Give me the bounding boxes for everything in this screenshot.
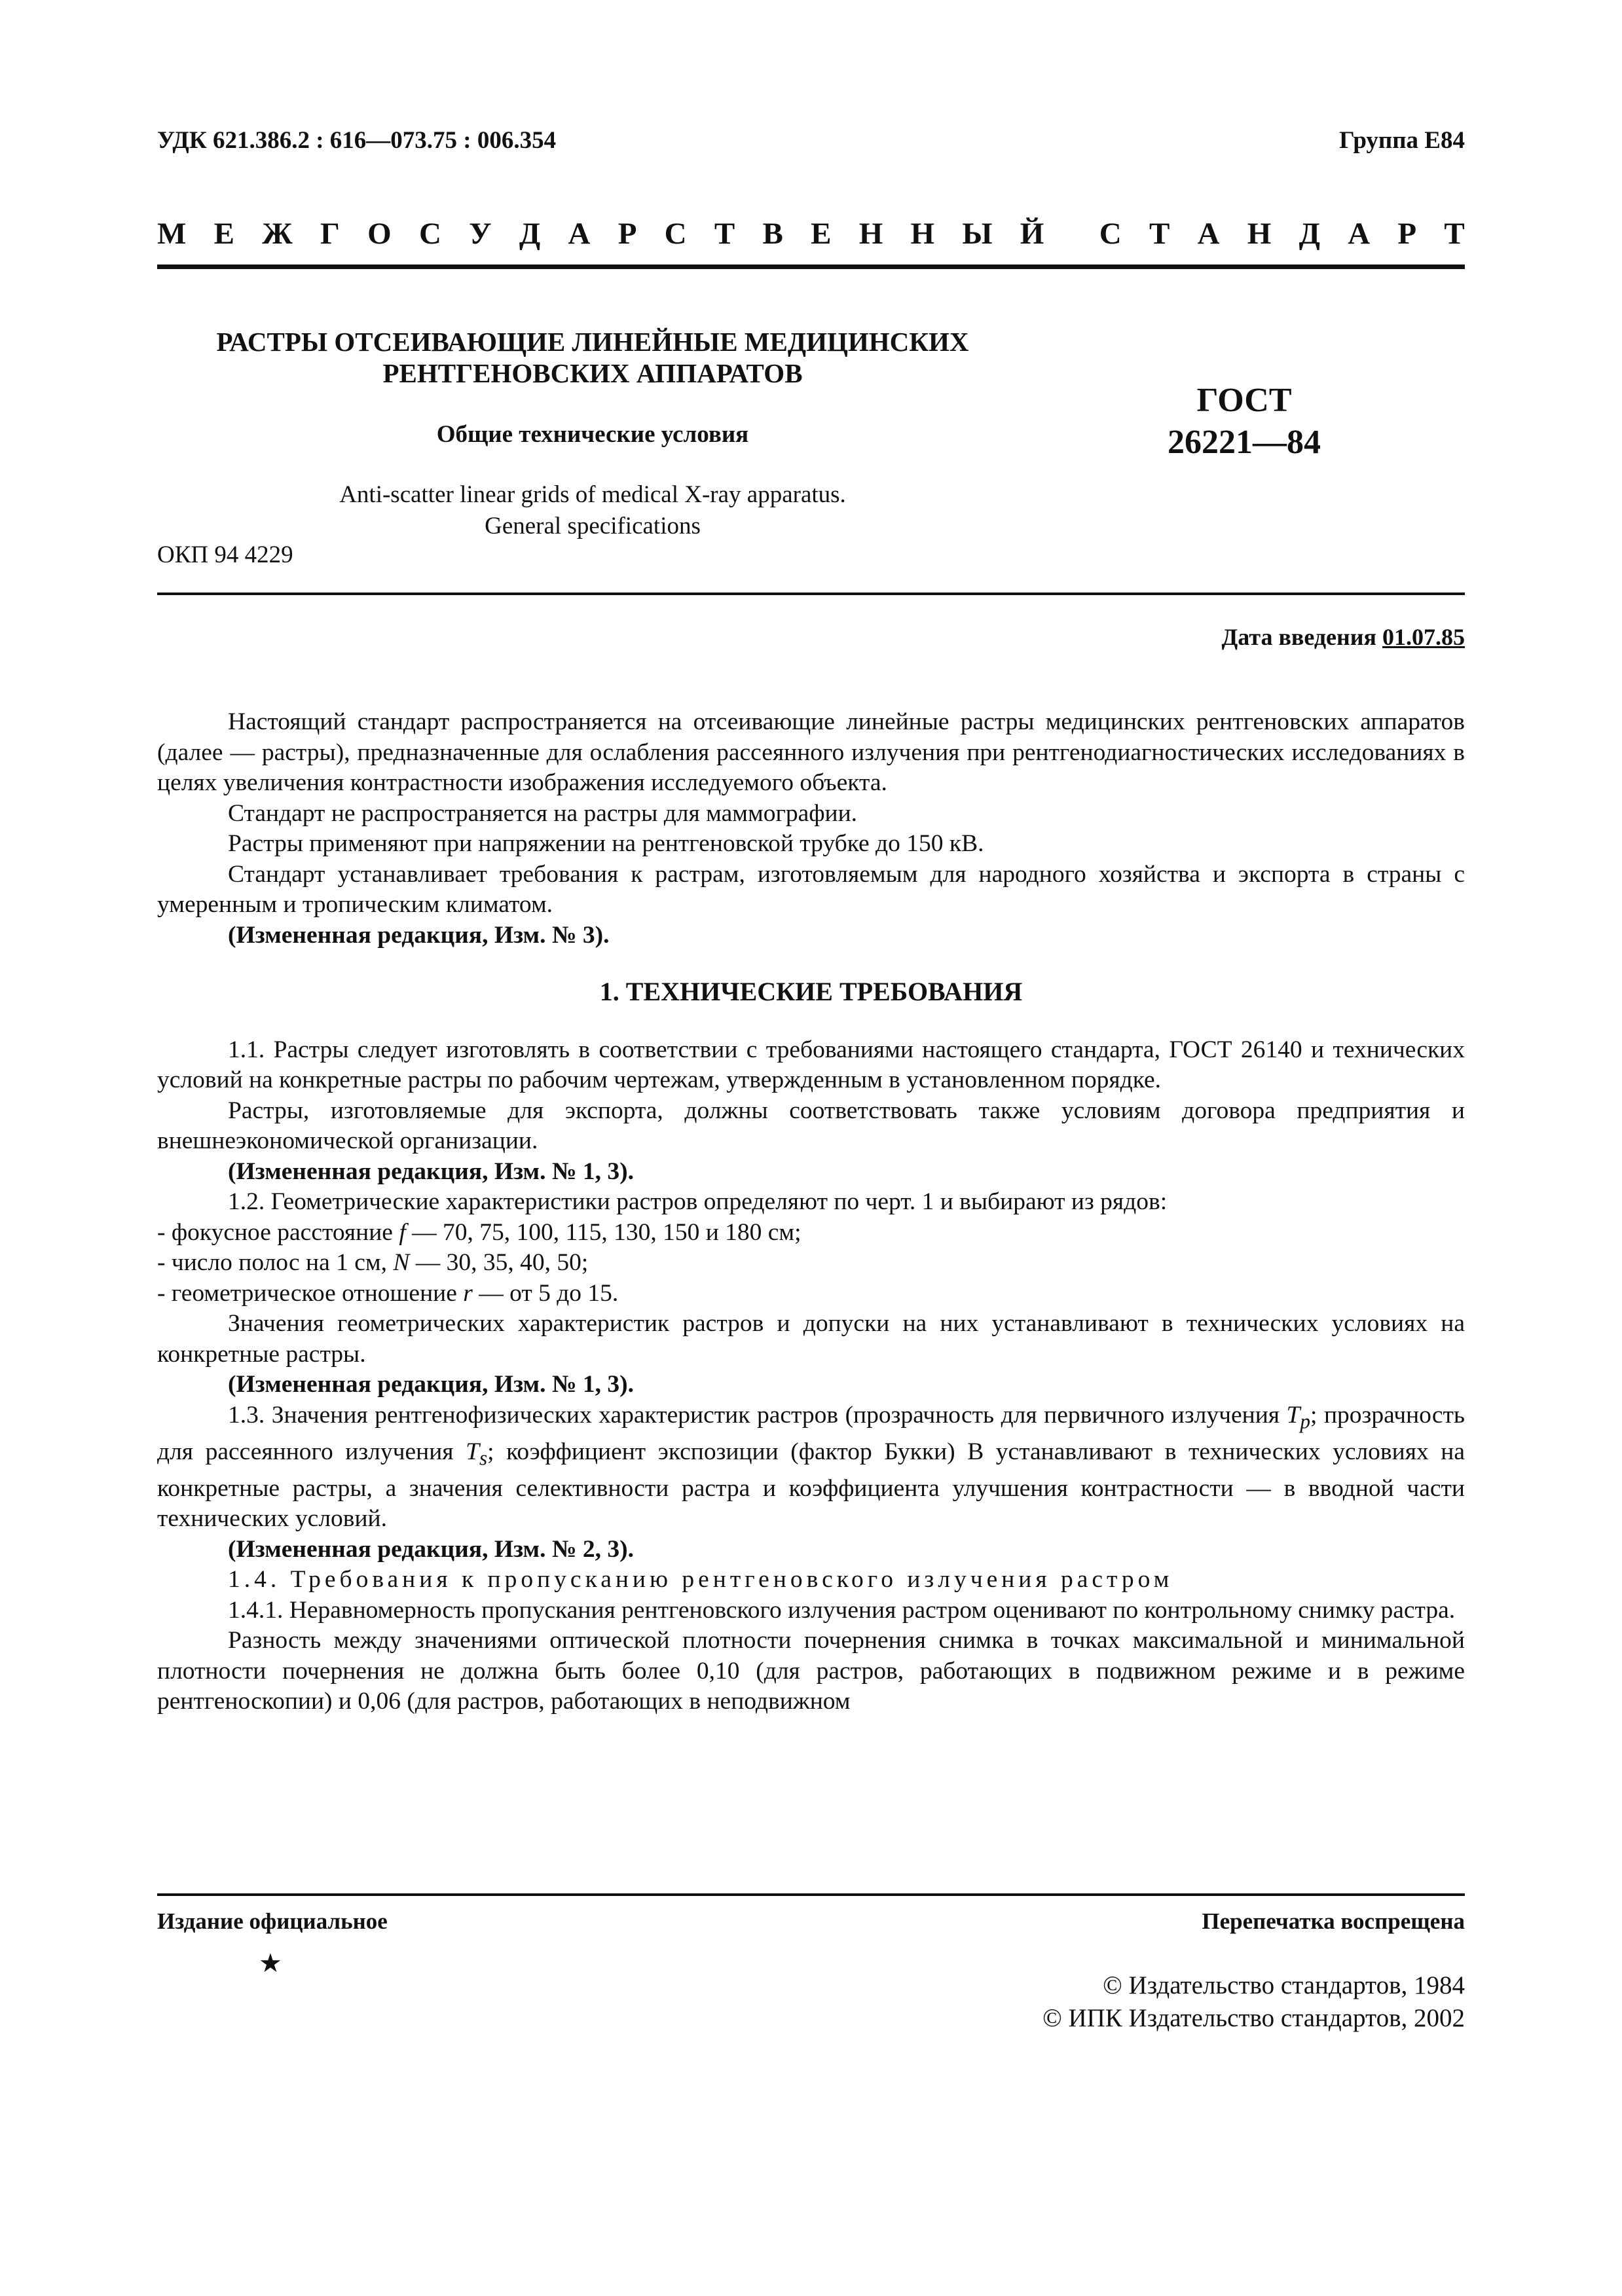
banner-letter: Д [1299,217,1320,251]
intro-paragraph: Настоящий стандарт распространяется на отсеивающие линейные растры медицинских рентгеновских аппаратов (далее — растры), предназначенные для ослабления рассеянного излучения при рентгенодиагностических исследованиях в целях увеличения контрастности изображения исследуемого объекта. [157,708,1465,796]
banner-letter: Е [811,217,832,251]
introduction-date [1222,623,1465,651]
banner-letter: Н [910,217,935,251]
banner-letter: Р [1397,217,1417,251]
banner-letter: Ж [262,217,293,251]
title-line-1: РАСТРЫ ОТСЕИВАЮЩИЕ ЛИНЕЙНЫЕ МЕДИЦИНСКИХ [216,327,969,357]
banner-letter: А [1197,217,1220,251]
copyright-line-2: © ИПК Издательство стандартов, 2002 [1042,2004,1465,2032]
banner-letter: Й [1020,217,1044,251]
clause-1-4-1-continuation: Разность между значениями оптической плотности почернения снимка в точках максимальной и минимальной плотности почернения не должна быть более 0,10 (для растров, работающих в подвижном режиме и в режиме рентгеноскопии) и 0,06 (для растров, работающих в неподвижном [157,1627,1465,1715]
banner-letter: Т [1444,217,1465,251]
banner-letter: Ы [962,217,993,251]
banner-letter: М [157,217,187,251]
clause-1-1: 1.1. Растры следует изготовлять в соответствии с требованиями настоящего стандарта, ГОСТ 26140 и технических условий на конкретные растры по рабочим чертежам, утвержденным в установленном порядке. [157,1036,1465,1093]
document-body [157,707,1465,1717]
clause-1-2-continuation: Значения геометрических характеристик растров и допуски на них устанавливают в технических условиях на конкретные растры. [157,1310,1465,1368]
amendment-note: (Измененная редакция, Изм. № 1, 3). [228,1371,635,1398]
header-rule [157,264,1465,269]
list-item-grid-ratio: - геометрическое отношение r — от 5 до 15. [157,1279,619,1307]
reprint-prohibited-note: Перепечатка воспрещена [1202,1908,1465,1934]
banner-letter: Е [213,217,234,251]
intro-paragraph: Растры применяют при напряжении на рентгеновской трубке до 150 кВ. [228,830,984,857]
banner-letter: А [1348,217,1371,251]
banner-letter: О [367,217,392,251]
date-value: 01.07.85 [1382,624,1465,650]
date-label: Дата введения [1221,624,1376,650]
english-title-line-2: General specifications [485,513,701,539]
english-title-line-1: Anti-scatter linear grids of medical X-ray apparatus. [339,481,846,508]
amendment-note: (Измененная редакция, Изм. № 3). [228,921,610,949]
banner-letter: У [469,217,492,251]
banner-letter: С [418,217,441,251]
list-item-strip-count: - число полос на 1 см, N — 30, 35, 40, 50; [157,1249,589,1276]
section-heading: 1. ТЕХНИЧЕСКИЕ ТРЕБОВАНИЯ [599,977,1023,1006]
amendment-note: (Измененная редакция, Изм. № 1, 3). [228,1157,635,1185]
clause-1-3: 1.3. Значения рентгенофизических характеристик растров (прозрачность для первичного излучения $T_p$; прозрачность для рассеянного излучения $T_s$; коэффициент экспозиции (фактор Букки) В устанавливают в технических условиях на конкретные растры, а значения селективности растра и коэффициента улучшения контрастности — в вводной части технических условий. [157,1401,1465,1532]
clause-1-4-1: 1.4.1. Неравномерность пропускания рентгеновского излучения растром оценивают по контрольному снимку растра. [228,1596,1456,1624]
intro-paragraph: Стандарт не распространяется на растры для маммографии. [228,799,858,827]
clause-1-2: 1.2. Геометрические характеристики растров определяют по черт. 1 и выбирают из рядов: [228,1188,1168,1215]
banner-letter: В [762,217,783,251]
banner-letter: Т [1149,217,1170,251]
okp-code: ОКП 94 4229 [157,541,293,568]
copyright-line-1: © Издательство стандартов, 1984 [1103,1971,1465,1999]
official-edition-note: Издание официальное [157,1908,388,1934]
udk-code: УДК 621.386.2 : 616—073.75 : 006.354 [157,127,557,154]
banner-letter: А [568,217,591,251]
interstate-standard-banner [157,216,1465,251]
banner-letter: Н [858,217,883,251]
banner-letter: Р [617,217,637,251]
amendment-note: (Измененная редакция, Изм. № 2, 3). [228,1535,635,1563]
document-title [157,326,1028,389]
clause-1-4: 1.4. Требования к пропусканию рентгеновского излучения растром [228,1566,1173,1593]
intro-paragraph: Стандарт устанавливает требования к растрам, изготовляемым для народного хозяйства и экспорта в страны с умеренным и тропическим климатом. [157,860,1465,918]
document-subtitle: Общие технические условия [436,421,749,448]
list-item-focal-distance: - фокусное расстояние f — 70, 75, 100, 115, 130, 150 и 180 см; [157,1218,802,1246]
banner-letter: Г [320,217,340,251]
group-code: Группа Е84 [1339,127,1465,154]
copyright-block [1042,1969,1465,2035]
title-rule [157,592,1465,595]
footer-rule [157,1893,1465,1896]
banner-letter: С [664,217,687,251]
banner-letter: Н [1247,217,1272,251]
gost-number: 26221—84 [1168,424,1321,461]
banner-letter: С [1099,217,1122,251]
banner-letter: Т [714,217,735,251]
english-title [157,479,1028,542]
title-line-2: РЕНТГЕНОВСКИХ АППАРАТОВ [382,358,803,388]
gost-label: ГОСТ [1196,382,1292,419]
clause-1-1-continuation: Растры, изготовляемые для экспорта, должны соответствовать также условиям договора предприятия и внешнеэкономической организации. [157,1097,1465,1154]
star-icon: ★ [259,1948,282,1978]
gost-designation [1126,380,1362,464]
banner-letter: Д [519,217,541,251]
